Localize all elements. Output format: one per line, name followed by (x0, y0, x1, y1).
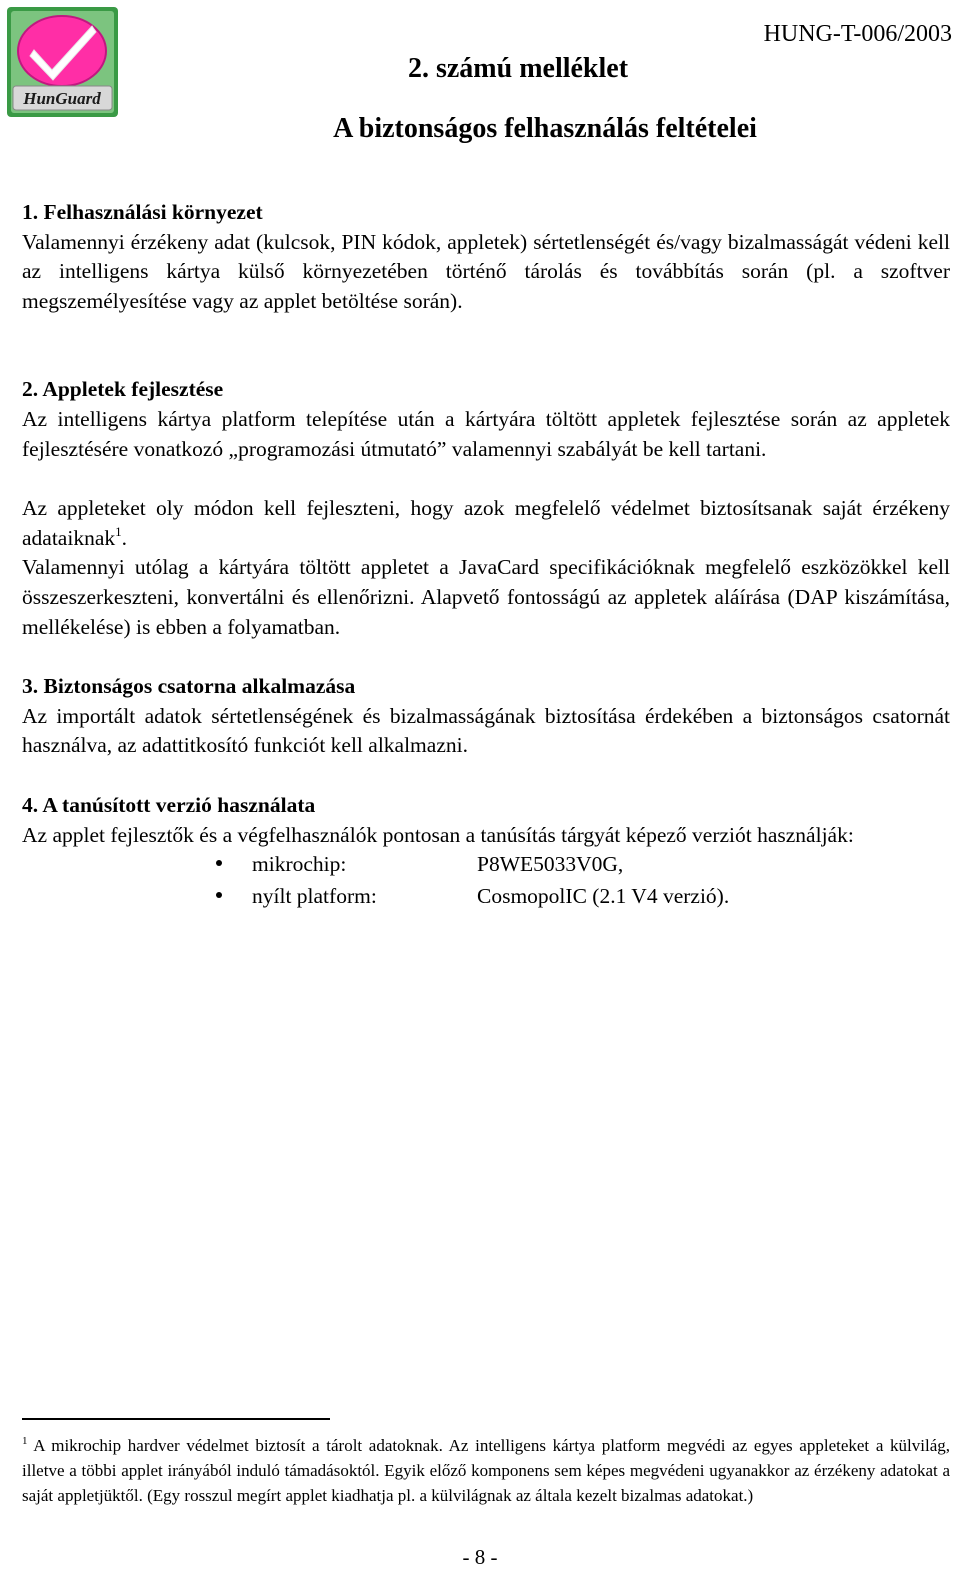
item-value: CosmopolIC (2.1 V4 verzió). (477, 884, 730, 909)
bullet-icon (216, 892, 222, 898)
paragraph: Az applet fejlesztők és a végfelhasználók pontosan a tanúsítás tárgyát képező verziót használják: (22, 822, 854, 847)
paragraph: Valamennyi utólag a kártyára töltött appletet a JavaCard specifikációknak megfelelő eszközökkel kell összeszerkeszteni, konvertálni és ellenőrizni. Alapvető fontosságú az appletek aláírása (DAP kiszámítása, mellékelése) is ebben a folyamatban. (22, 555, 950, 639)
page-number: - 8 - (462, 1545, 498, 1569)
version-list (22, 850, 950, 914)
paragraph-with-footnote (22, 494, 950, 553)
paragraph-text: . (121, 525, 127, 550)
item-value: P8WE5033V0G, (477, 852, 624, 877)
paragraph: Valamennyi érzékeny adat (kulcsok, PIN kódok, appletek) sértetlenségét és/vagy bizalmasságát védeni kell az intelligens kártya külső környezetében történő tárolás és továbbítás során (pl. a szoftver megszemélyesítése vagy az applet betöltése során). (22, 229, 950, 313)
paragraph: Az importált adatok sértetlenségének és bizalmasságának biztosítása érdekében a biztonságos csatornát használva, az adattitkosító funkciót kell alkalmazni. (22, 703, 950, 758)
footnote-reference[interactable]: 1 (115, 523, 122, 539)
section-secure-channel (22, 672, 950, 761)
page-title: A biztonságos felhasználás feltételei (333, 113, 757, 144)
item-label: mikrochip: (252, 852, 347, 877)
bullet-icon (216, 860, 222, 866)
item-label: nyílt platform: (252, 884, 377, 909)
document-id: HUNG-T-006/2003 (763, 21, 952, 47)
section-environment (22, 198, 950, 316)
section-heading: 1. Felhasználási környezet (22, 200, 263, 224)
section-heading: 3. Biztonságos csatorna alkalmazása (22, 674, 356, 699)
paragraph: Az intelligens kártya platform telepítése után a kártyára töltött appletek fejlesztése során az appletek fejlesztésére vonatkozó „programozási útmutató” valamennyi szabályát be kell tartani. (22, 406, 950, 461)
list-item (22, 882, 950, 914)
footnote-divider (22, 1418, 330, 1420)
footnote (22, 1433, 950, 1508)
section-applet-development (22, 375, 950, 642)
section-certified-version (22, 791, 950, 914)
paragraph-text: Az appleteket oly módon kell fejleszteni, hogy azok megfelelő védelmet biztosítsanak saját érzékeny adataiknak (22, 496, 950, 550)
annex-title: 2. számú melléklet (407, 53, 629, 84)
logo-text: HunGuard (23, 89, 101, 108)
document-body (22, 198, 950, 914)
section-heading: 4. A tanúsított verzió használata (22, 792, 316, 817)
footnote-text: A mikrochip hardver védelmet biztosít a tárolt adatoknak. Az intelligens kártya platform megvédi az egyes appleteket a külvilág, illetve a többi applet irányából induló támadásoktól. Egyik előző komponens sem képes megvédeni ugyanakkor az érzékeny adatokat a saját appletjüktől. (Egy rosszul megírt applet kiadhatja pl. a külvilágnak az általa kezelt bizalmas adatokat.) (22, 1436, 951, 1505)
footnote-number: 1 (22, 1435, 28, 1447)
section-heading: 2. Appletek fejlesztése (22, 377, 224, 402)
list-item (22, 850, 950, 882)
